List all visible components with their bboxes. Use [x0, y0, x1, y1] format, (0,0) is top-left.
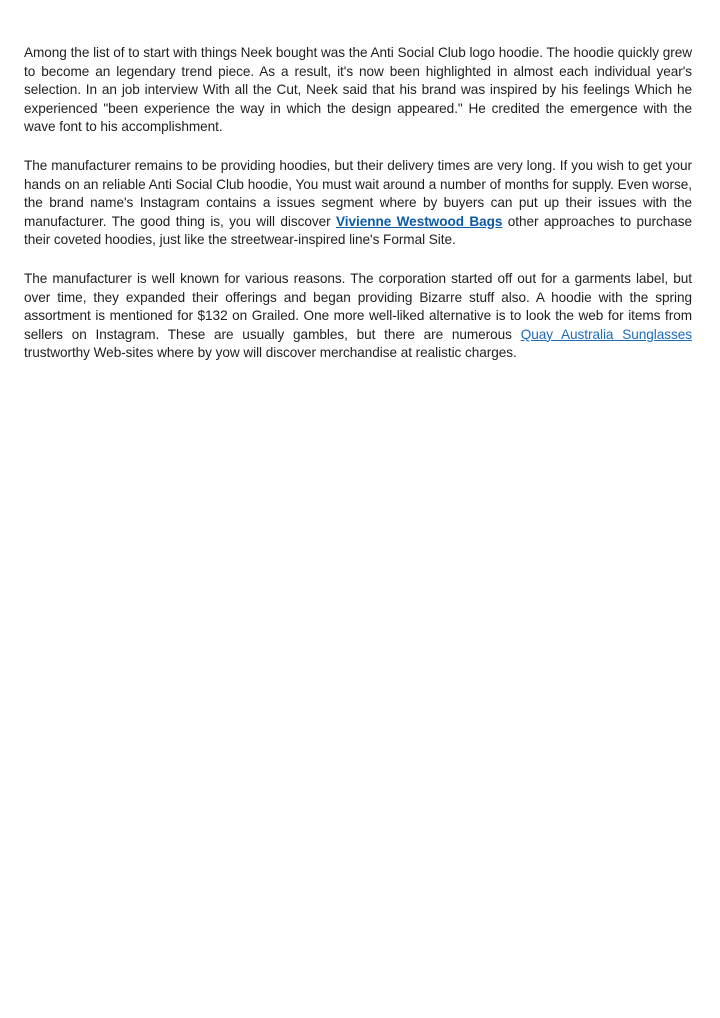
quay-australia-sunglasses-link[interactable]: Quay Australia Sunglasses — [520, 326, 692, 342]
paragraph-1: Among the list of to start with things Neek bought was the Anti Social Club logo hoodie. The hoodie quickly grew to become an legendary trend piece. As a result, it's now been highlighted in almost each individual year's selection. In an job interview With all the Cut, Neek said that his brand was inspired by his feelings Which he experienced "been experience the way in which the design appeared." He credited the emergence with the wave font to his accomplishment. — [24, 45, 692, 135]
paragraph-2 — [24, 157, 692, 250]
vivienne-westwood-bags-link[interactable]: Vivienne Westwood Bags — [336, 213, 503, 229]
paragraph-3-text-after: trustworthy Web-sites where by yow will discover merchandise at realistic charges. — [24, 345, 517, 361]
paragraph-2-text-after: other approaches to purchase their coveted hoodies, just like the streetwear-inspired line's Formal Site. — [24, 213, 693, 248]
document-body — [24, 44, 692, 363]
paragraph-3-text-before: The manufacturer is well known for various reasons. The corporation started off out for a garments label, but over time, they expanded their offerings and began providing Bizarre stuff also. A hoodie with the spring assortment is mentioned for $132 on Grailed. One more well-liked alternative is to look the web for items from sellers on Instagram. These are usually gambles, but there are numerous — [24, 270, 692, 342]
paragraph-3 — [24, 270, 692, 363]
paragraph-2-text-before: The manufacturer remains to be providing hoodies, but their delivery times are very long. If you wish to get your hands on an reliable Anti Social Club hoodie, You must wait around a number of months for supply. Even worse, the brand name's Instagram contains a issues segment where by buyers can put up their issues with the manufacturer. The good thing is, you will discover — [24, 157, 692, 229]
